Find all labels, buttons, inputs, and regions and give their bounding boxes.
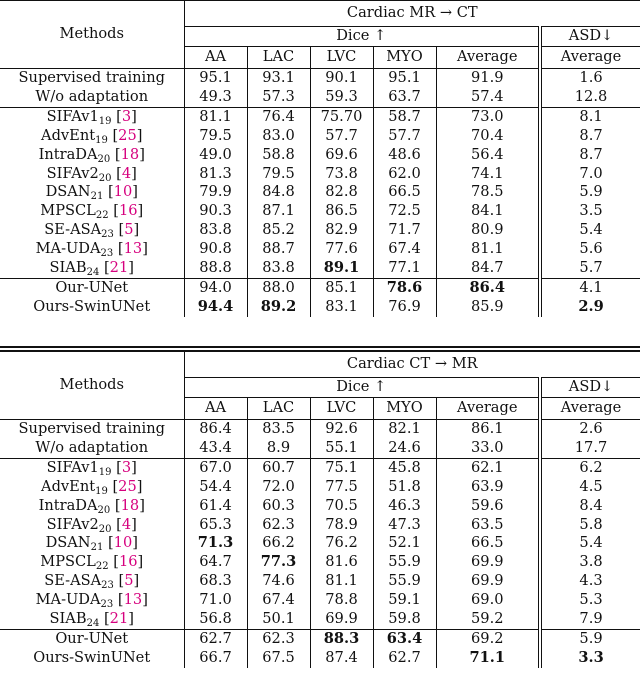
- method-name-cell: $SE-ASA_{23}$ [5]: [44, 572, 140, 592]
- method-year: 22: [95, 210, 109, 222]
- value-cell: 85.1: [310, 278, 373, 297]
- citation-link[interactable]: 10: [113, 534, 133, 552]
- value-cell: 89.2: [247, 298, 310, 317]
- value-cell: 63.4: [373, 629, 436, 648]
- method-name: IntraDA: [38, 145, 98, 163]
- method-name: MA-UDA: [35, 591, 101, 609]
- value-cell: 5.8: [540, 515, 640, 534]
- dice-header: Dice ↑: [184, 27, 540, 47]
- method-name: AdvEnt: [41, 126, 96, 144]
- citation-link[interactable]: 21: [109, 259, 129, 277]
- value-cell: 76.9: [373, 298, 436, 317]
- value-cell: 5.9: [540, 183, 640, 202]
- method-name: SIFAv2: [46, 515, 99, 533]
- value-cell: 59.6: [436, 497, 540, 516]
- value-cell: 55.9: [373, 553, 436, 572]
- value-cell: 48.6: [373, 146, 436, 165]
- value-cell: 12.8: [540, 88, 640, 107]
- method-name: AdvEnt: [41, 477, 96, 495]
- value-cell: 78.5: [436, 183, 540, 202]
- value-cell: 82.8: [310, 183, 373, 202]
- value-cell: 8.7: [540, 146, 640, 165]
- method-name: MPSCL: [40, 202, 96, 220]
- method-year: 24: [86, 618, 100, 630]
- value-cell: 43.4: [184, 439, 247, 458]
- value-cell: 87.1: [247, 202, 310, 221]
- citation-link[interactable]: 13: [123, 591, 143, 609]
- value-cell: 63.9: [436, 478, 540, 497]
- value-cell: 77.3: [247, 553, 310, 572]
- value-cell: 84.1: [436, 202, 540, 221]
- table-row: [0, 183, 640, 202]
- value-cell: 68.3: [184, 572, 247, 591]
- table-row: [0, 88, 640, 107]
- value-cell: 67.4: [373, 240, 436, 259]
- value-cell: 1.6: [540, 69, 640, 88]
- value-cell: 66.5: [373, 183, 436, 202]
- method-name-cell: $SIFAv2_{20}$ [4]: [46, 515, 137, 535]
- value-cell: 88.0: [247, 278, 310, 297]
- table-row: [0, 202, 640, 221]
- method-name-cell: $MPSCL_{22}$ [16]: [40, 553, 144, 573]
- table-row: [0, 146, 640, 165]
- value-cell: 7.9: [540, 610, 640, 629]
- value-cell: 83.0: [247, 127, 310, 146]
- value-cell: 92.6: [310, 420, 373, 439]
- citation-link[interactable]: 25: [118, 126, 137, 144]
- value-cell: 83.1: [310, 298, 373, 317]
- value-cell: 84.8: [247, 183, 310, 202]
- method-name-cell: $DSAN_{21}$ [10]: [45, 183, 138, 203]
- column-header: LAC: [247, 47, 310, 69]
- value-cell: 46.3: [373, 497, 436, 516]
- value-cell: 57.3: [247, 88, 310, 107]
- value-cell: 78.8: [310, 591, 373, 610]
- table-row: [0, 478, 640, 497]
- value-cell: 88.8: [184, 259, 247, 278]
- value-cell: 81.1: [184, 107, 247, 126]
- table-row: [0, 649, 640, 668]
- value-cell: 65.3: [184, 515, 247, 534]
- section-separator: [0, 346, 640, 348]
- citation-link[interactable]: 3: [121, 107, 132, 125]
- method-name: Ours-SwinUNet: [33, 297, 151, 315]
- value-cell: 78.9: [310, 515, 373, 534]
- citation-link[interactable]: 4: [121, 515, 132, 533]
- value-cell: 63.5: [436, 515, 540, 534]
- value-cell: 94.0: [184, 278, 247, 297]
- value-cell: 8.1: [540, 107, 640, 126]
- method-name: DSAN: [45, 183, 91, 201]
- table-row: [0, 259, 640, 278]
- method-name: SIAB: [49, 610, 87, 628]
- value-cell: 95.1: [184, 69, 247, 88]
- value-cell: 83.8: [247, 259, 310, 278]
- value-cell: 76.4: [247, 107, 310, 126]
- method-name: MA-UDA: [35, 240, 101, 258]
- asd-header: ASD↓: [540, 378, 640, 398]
- method-name-cell: $SIAB_{24}$ [21]: [49, 610, 134, 630]
- method-name-cell: [0, 420, 184, 439]
- value-cell: 47.3: [373, 515, 436, 534]
- method-name-cell: $SIFAv1_{19}$ [3]: [0, 107, 184, 126]
- value-cell: 58.7: [373, 107, 436, 126]
- value-cell: 57.7: [373, 127, 436, 146]
- method-year: 23: [100, 599, 114, 610]
- method-name-cell: [0, 69, 184, 88]
- method-name-cell: IntraDA$_{20}$ [18]: [38, 496, 145, 516]
- value-cell: 60.3: [247, 497, 310, 516]
- method-year: 19: [98, 466, 112, 478]
- value-cell: 66.7: [184, 649, 247, 668]
- citation-link[interactable]: 5: [124, 221, 134, 239]
- value-cell: 83.8: [184, 221, 247, 240]
- citation-link[interactable]: 16: [118, 202, 138, 220]
- table-row: [0, 534, 640, 553]
- value-cell: 55.1: [310, 439, 373, 458]
- value-cell: 56.8: [184, 610, 247, 629]
- value-cell: 62.1: [436, 458, 540, 477]
- value-cell: 81.1: [310, 572, 373, 591]
- value-cell: 51.8: [373, 478, 436, 497]
- value-cell: 73.8: [310, 164, 373, 183]
- value-cell: 3.3: [540, 649, 640, 668]
- table-row: [0, 127, 640, 146]
- table-row: [0, 572, 640, 591]
- value-cell: 60.7: [247, 458, 310, 477]
- value-cell: 66.5: [436, 534, 540, 553]
- method-name: SIFAv1: [46, 458, 99, 476]
- value-cell: 2.9: [540, 298, 640, 317]
- value-cell: 62.3: [247, 515, 310, 534]
- column-header: MYO: [373, 398, 436, 420]
- value-cell: 4.5: [540, 478, 640, 497]
- value-cell: 87.4: [310, 649, 373, 668]
- value-cell: 57.4: [436, 88, 540, 107]
- method-name-cell: AdvEnt$_{19}$ [25]: [41, 477, 143, 497]
- value-cell: 72.0: [247, 478, 310, 497]
- table-row: [0, 553, 640, 572]
- value-cell: 69.6: [310, 146, 373, 165]
- method-name: DSAN: [45, 534, 91, 552]
- citation-link[interactable]: 25: [118, 477, 137, 495]
- column-header: AA: [184, 398, 247, 420]
- value-cell: 71.1: [436, 649, 540, 668]
- citation-link[interactable]: 10: [113, 183, 133, 201]
- value-cell: 58.8: [247, 146, 310, 165]
- method-name-cell: [0, 439, 184, 458]
- citation-link[interactable]: 18: [120, 496, 140, 514]
- value-cell: 95.1: [373, 69, 436, 88]
- method-name: SE-ASA: [44, 221, 102, 239]
- value-cell: 77.6: [310, 240, 373, 259]
- method-name-cell: [0, 298, 184, 317]
- value-cell: 71.0: [184, 591, 247, 610]
- method-name-cell: $MA-UDA_{23}$ [13]: [35, 591, 148, 610]
- citation-link[interactable]: 4: [121, 164, 132, 182]
- methods-header: Methods: [59, 376, 124, 394]
- value-cell: 70.5: [310, 497, 373, 516]
- value-cell: 81.6: [310, 553, 373, 572]
- table-row: [0, 610, 640, 629]
- citation-link[interactable]: 16: [118, 553, 138, 571]
- citation-link[interactable]: 5: [124, 572, 134, 590]
- value-cell: 4.3: [540, 572, 640, 591]
- value-cell: 91.9: [436, 69, 540, 88]
- column-header: LVC: [310, 47, 373, 69]
- value-cell: 3.8: [540, 553, 640, 572]
- value-cell: 59.3: [310, 88, 373, 107]
- value-cell: 54.4: [184, 478, 247, 497]
- value-cell: 49.0: [184, 146, 247, 165]
- method-year: 19: [95, 485, 108, 497]
- value-cell: 7.0: [540, 164, 640, 183]
- value-cell: 78.6: [373, 278, 436, 297]
- table-row: [0, 591, 640, 610]
- value-cell: 2.6: [540, 420, 640, 439]
- value-cell: 80.9: [436, 221, 540, 240]
- method-year: 20: [98, 172, 112, 184]
- value-cell: 61.4: [184, 497, 247, 516]
- value-cell: 86.4: [436, 278, 540, 297]
- value-cell: 73.0: [436, 107, 540, 126]
- value-cell: 67.5: [247, 649, 310, 668]
- value-cell: 90.1: [310, 69, 373, 88]
- value-cell: 82.1: [373, 420, 436, 439]
- method-year: 19: [95, 134, 108, 146]
- citation-link[interactable]: 13: [123, 240, 143, 258]
- method-name-cell: $SIFAv1_{19}$ [3]: [0, 458, 184, 477]
- method-year: 20: [97, 504, 111, 516]
- value-cell: 59.1: [373, 591, 436, 610]
- method-name: W/o adaptation: [35, 88, 149, 106]
- method-name: SIFAv1: [46, 107, 99, 125]
- section-title: Cardiac CT → MR: [184, 352, 640, 378]
- value-cell: 89.1: [310, 259, 373, 278]
- value-cell: 8.4: [540, 497, 640, 516]
- value-cell: 75.1: [310, 458, 373, 477]
- method-name-cell: $SIFAv2_{20}$ [4]: [46, 164, 137, 184]
- value-cell: 8.9: [247, 439, 310, 458]
- value-cell: 62.7: [184, 629, 247, 648]
- value-cell: 69.9: [310, 610, 373, 629]
- value-cell: 74.1: [436, 164, 540, 183]
- value-cell: 71.3: [184, 534, 247, 553]
- table-row: [0, 69, 640, 88]
- value-cell: 88.7: [247, 240, 310, 259]
- value-cell: 62.3: [247, 629, 310, 648]
- value-cell: 5.4: [540, 221, 640, 240]
- value-cell: 74.6: [247, 572, 310, 591]
- column-header: Average: [540, 47, 640, 69]
- method-name-cell: [0, 278, 184, 297]
- column-header: AA: [184, 47, 247, 69]
- value-cell: 84.7: [436, 259, 540, 278]
- value-cell: 5.4: [540, 534, 640, 553]
- value-cell: 59.8: [373, 610, 436, 629]
- method-year: 21: [90, 542, 104, 554]
- value-cell: 81.3: [184, 164, 247, 183]
- method-name: IntraDA: [38, 496, 98, 514]
- value-cell: 69.0: [436, 591, 540, 610]
- value-cell: 64.7: [184, 553, 247, 572]
- method-year: 23: [101, 229, 114, 241]
- value-cell: 90.3: [184, 202, 247, 221]
- table-row: [0, 240, 640, 259]
- value-cell: 82.9: [310, 221, 373, 240]
- value-cell: 24.6: [373, 439, 436, 458]
- value-cell: 69.9: [436, 553, 540, 572]
- value-cell: 69.2: [436, 629, 540, 648]
- value-cell: 4.1: [540, 278, 640, 297]
- value-cell: 59.2: [436, 610, 540, 629]
- value-cell: 86.1: [436, 420, 540, 439]
- value-cell: 77.1: [373, 259, 436, 278]
- table-row: [0, 515, 640, 534]
- dice-header: Dice ↑: [184, 378, 540, 398]
- method-year: 23: [101, 580, 114, 592]
- value-cell: 45.8: [373, 458, 436, 477]
- value-cell: 79.5: [184, 127, 247, 146]
- column-header: Average: [436, 47, 540, 69]
- table-row: [0, 164, 640, 183]
- value-cell: 69.9: [436, 572, 540, 591]
- value-cell: 33.0: [436, 439, 540, 458]
- column-header: Average: [540, 398, 640, 420]
- value-cell: 85.2: [247, 221, 310, 240]
- value-cell: 83.5: [247, 420, 310, 439]
- value-cell: 67.4: [247, 591, 310, 610]
- value-cell: 81.1: [436, 240, 540, 259]
- table-row: [0, 458, 640, 477]
- method-name: Supervised training: [18, 69, 165, 87]
- method-name-cell: [0, 649, 184, 668]
- asd-header: ASD↓: [540, 27, 640, 47]
- value-cell: 67.0: [184, 458, 247, 477]
- value-cell: 5.3: [540, 591, 640, 610]
- citation-link[interactable]: 21: [109, 610, 129, 628]
- value-cell: 86.5: [310, 202, 373, 221]
- method-year: 24: [86, 267, 100, 279]
- table-row: [0, 629, 640, 648]
- method-name: Ours-SwinUNet: [33, 648, 151, 666]
- value-cell: 71.7: [373, 221, 436, 240]
- value-cell: 56.4: [436, 146, 540, 165]
- value-cell: 63.7: [373, 88, 436, 107]
- section-title: Cardiac MR → CT: [184, 1, 640, 27]
- value-cell: 5.9: [540, 629, 640, 648]
- value-cell: 62.0: [373, 164, 436, 183]
- method-name-cell: $DSAN_{21}$ [10]: [45, 534, 138, 554]
- value-cell: 50.1: [247, 610, 310, 629]
- method-name: Our-UNet: [55, 278, 129, 296]
- value-cell: 17.7: [540, 439, 640, 458]
- value-cell: 88.3: [310, 629, 373, 648]
- value-cell: 94.4: [184, 298, 247, 317]
- method-year: 20: [98, 523, 112, 535]
- method-name-cell: AdvEnt$_{19}$ [25]: [41, 126, 143, 146]
- method-name-cell: $MPSCL_{22}$ [16]: [40, 202, 144, 222]
- method-name-cell: $SIAB_{24}$ [21]: [49, 259, 134, 279]
- method-year: 23: [100, 248, 114, 259]
- value-cell: 79.9: [184, 183, 247, 202]
- results-table: [0, 352, 640, 668]
- table-row: [0, 439, 640, 458]
- value-cell: 79.5: [247, 164, 310, 183]
- method-name: SIAB: [49, 259, 87, 277]
- method-name: SIFAv2: [46, 164, 99, 182]
- value-cell: 5.6: [540, 240, 640, 259]
- value-cell: 85.9: [436, 298, 540, 317]
- table-row: [0, 420, 640, 439]
- method-name: SE-ASA: [44, 572, 102, 590]
- column-header: MYO: [373, 47, 436, 69]
- value-cell: 62.7: [373, 649, 436, 668]
- value-cell: 5.7: [540, 259, 640, 278]
- methods-header: Methods: [59, 25, 124, 43]
- method-year: 19: [98, 115, 112, 127]
- value-cell: 72.5: [373, 202, 436, 221]
- value-cell: 77.5: [310, 478, 373, 497]
- results-table: [0, 1, 640, 317]
- table-row: [0, 298, 640, 317]
- method-name: Our-UNet: [55, 629, 129, 647]
- value-cell: 76.2: [310, 534, 373, 553]
- value-cell: 52.1: [373, 534, 436, 553]
- table-row: [0, 107, 640, 126]
- table-row: [0, 497, 640, 516]
- method-name-cell: $SE-ASA_{23}$ [5]: [44, 221, 140, 241]
- value-cell: 6.2: [540, 458, 640, 477]
- method-name-cell: $MA-UDA_{23}$ [13]: [35, 240, 148, 259]
- column-header: LVC: [310, 398, 373, 420]
- method-year: 22: [95, 561, 109, 573]
- method-year: 20: [97, 153, 111, 165]
- value-cell: 49.3: [184, 88, 247, 107]
- method-name-cell: [0, 629, 184, 648]
- value-cell: 70.4: [436, 127, 540, 146]
- method-name: Supervised training: [18, 420, 165, 438]
- table-row: [0, 221, 640, 240]
- method-name-cell: IntraDA$_{20}$ [18]: [38, 145, 145, 165]
- value-cell: 75.70: [310, 107, 373, 126]
- value-cell: 57.7: [310, 127, 373, 146]
- citation-link[interactable]: 18: [120, 145, 140, 163]
- value-cell: 66.2: [247, 534, 310, 553]
- column-header: Average: [436, 398, 540, 420]
- value-cell: 8.7: [540, 127, 640, 146]
- value-cell: 90.8: [184, 240, 247, 259]
- table-row: [0, 278, 640, 297]
- method-year: 21: [90, 191, 104, 203]
- value-cell: 86.4: [184, 420, 247, 439]
- value-cell: 3.5: [540, 202, 640, 221]
- method-name: W/o adaptation: [35, 439, 149, 457]
- method-name-cell: [0, 88, 184, 107]
- citation-link[interactable]: 3: [121, 458, 132, 476]
- value-cell: 93.1: [247, 69, 310, 88]
- value-cell: 55.9: [373, 572, 436, 591]
- method-name: MPSCL: [40, 553, 96, 571]
- column-header: LAC: [247, 398, 310, 420]
